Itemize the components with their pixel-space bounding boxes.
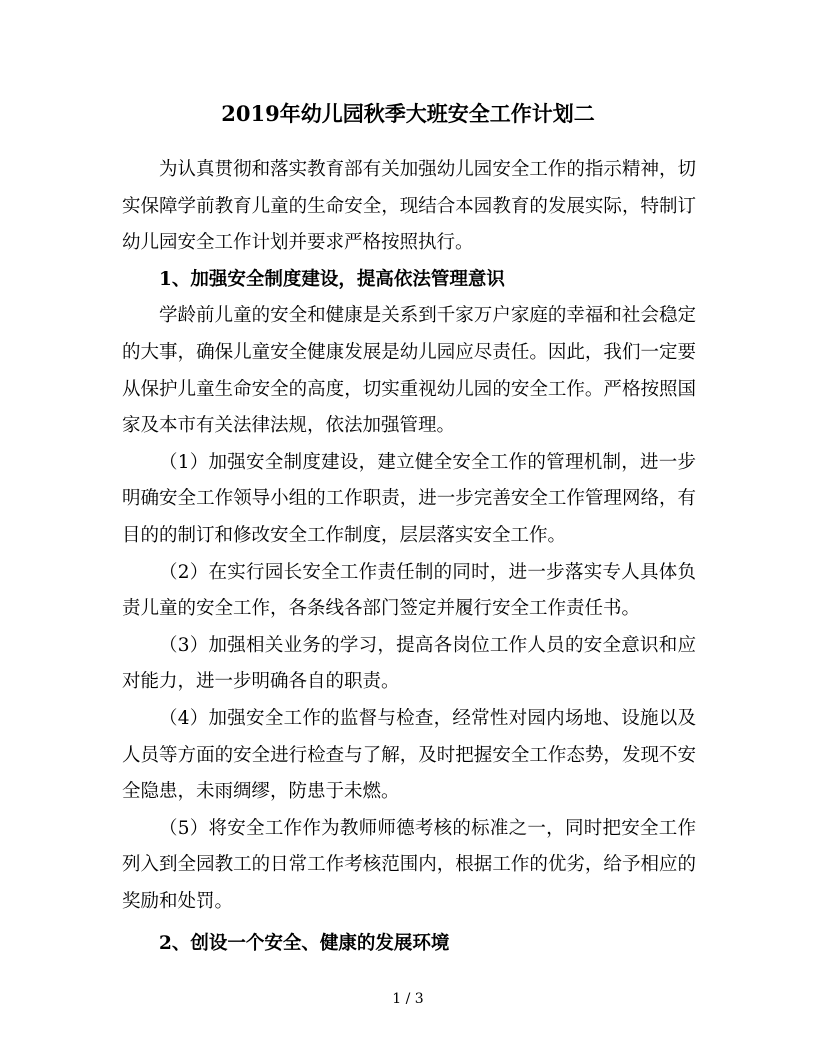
section-heading-2: 2、创设一个安全、健康的发展环境 [159,933,450,955]
item-5-paragraph: （5）将安全工作作为教师师德考核的标准之一，同时把安全工作列入到全园教工的日常工作考核范围内，根据工作的优劣，给予相应的奖励和处罚。 [122,817,696,912]
document-body [122,152,696,963]
section-1-paragraph: 学龄前儿童的安全和健康是关系到千家万户家庭的幸福和社会稳定的大事，确保儿童安全健康发展是幼儿园应尽责任。因此，我们一定要从保护儿童生命安全的高度，切实重视幼儿园的安全工作。严格按照国家及本市有关法律法规，依法加强管理。 [122,305,696,437]
item-3-paragraph: （3）加强相关业务的学习，提高各岗位工作人员的安全意识和应对能力，进一步明确各自的职责。 [122,634,696,693]
item-4-paragraph: （4）加强安全工作的监督与检查，经常性对园内场地、设施以及人员等方面的安全进行检查与了解，及时把握安全工作态势，发现不安全隐患，未雨绸缪，防患于未燃。 [122,707,696,803]
section-heading-1: 1、加强安全制度建设，提高依法管理意识 [159,268,505,290]
intro-paragraph: 为认真贯彻和落实教育部有关加强幼儿园安全工作的指示精神，切实保障学前教育儿童的生命安全，现结合本园教育的发展实际，特制订幼儿园安全工作计划并要求严格按照执行。 [122,159,696,254]
item-1-paragraph: （1）加强安全制度建设，建立健全安全工作的管理机制，进一步明确安全工作领导小组的工作职责，进一步完善安全工作管理网络，有目的的制订和修改安全工作制度，层层落实安全工作。 [122,451,696,546]
page-number: 1 / 3 [392,991,424,1007]
item-2-paragraph: （2）在实行园长安全工作责任制的同时，进一步落实专人具体负责儿童的安全工作，各条线各部门签定并履行安全工作责任书。 [122,561,696,620]
document-title: 2019年幼儿园秋季大班安全工作计划二 [221,101,595,126]
